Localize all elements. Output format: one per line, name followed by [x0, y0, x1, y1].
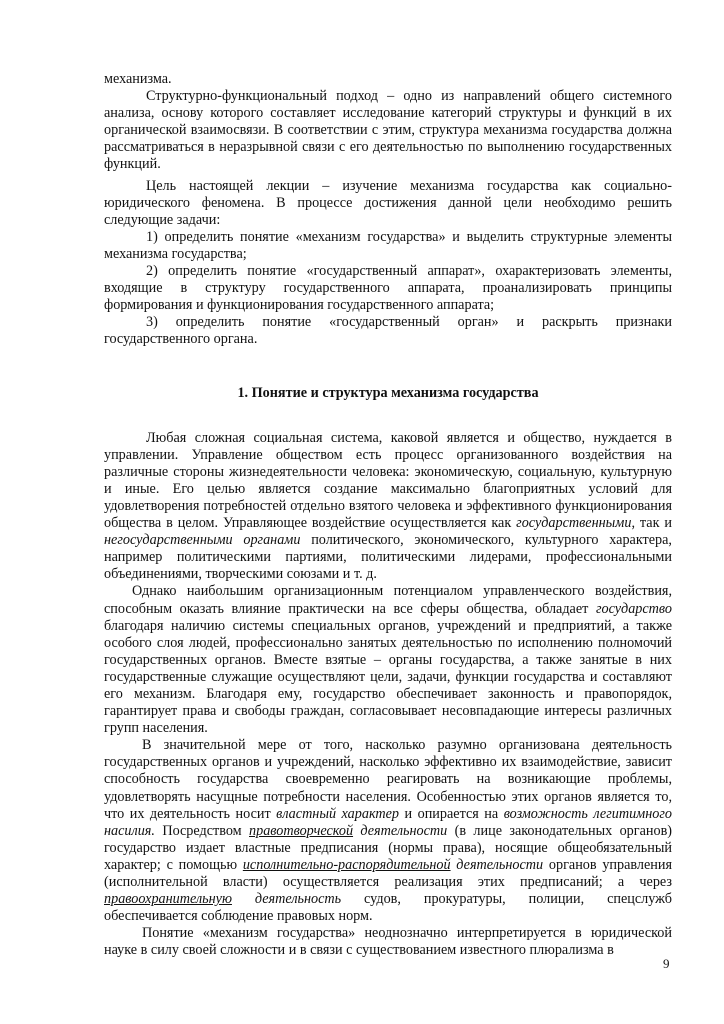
emphasis-state-organs: государственными	[516, 515, 632, 532]
emphasis-lawmaking: правотворческой	[249, 822, 354, 839]
emphasis-power-character: властный характер	[276, 805, 400, 822]
emphasis-non-state-organs: негосударственными органами	[104, 532, 301, 549]
task-item-3: 3) определить понятие «государственный орган» и раскрыть признаки государственного органа.	[104, 314, 672, 348]
emphasis-state: государство	[595, 600, 672, 617]
task-item-2: 2) определить понятие «государственный аппарат», охарактеризовать элементы, входящие в структуру государственного аппарата, проанализировать принципы формирования и функционирования государственного аппарата;	[104, 263, 672, 314]
section-heading: 1. Понятие и структура механизма государства	[237, 384, 539, 401]
paragraph-lecture-goal: Цель настоящей лекции – изучение механизма государства как социально-юридического феномена. В процессе достижения данной цели необходимо решить следующие задачи:	[104, 177, 672, 228]
emphasis-law-enforcement: правоохранительную	[104, 891, 232, 908]
paragraph-structural-approach: Структурно-функциональный подход – одно из направлений общего системного анализа, основу которого составляет исследование категорий структуры и функций в их органической взаимосвязи. В соответствии с этим, структура механизма государства должна рассматриваться в неразрывной связи с его деятельностью по выполнению государственных функций.	[104, 88, 672, 173]
task-item-1: 1) определить понятие «механизм государства» и выделить структурные элементы механизма государства;	[104, 228, 672, 262]
emphasis-executive: исполнительно-распорядительной	[242, 856, 451, 873]
paragraph-social-system: Любая сложная социальная система, каковой является и общество, нуждается в управлении. Управление обществом есть процесс организованного воздействия на различные стороны жизнедеятельности человека: экономическую, социальную, культурную и иные. Его целью является создание максимально благоприятных условий для удовлетворения потребностей отдельно взятого человека и эффективного функционирования общества в целом. Управляющее воздействие осуществляется как государственными, так и негосударственными органами политического, экономического, культурного характера, например политическими партиями, политическими лидерами, профессиональными объединениями, творческими союзами и т. д.	[104, 429, 672, 583]
paragraph-state-organs: В значительной мере от того, насколько разумно организована деятельность государственных органов и учреждений, насколько эффективно их взаимодействие, зависит способность государства своевременно реагировать на возникающие проблемы, удовлетворять насущные потребности населения. Особенностью этих органов является то, что их деятельность носит властный характер и опирается на возможность легитимного насилия. Посредством правотворческой деятельности (в лице законодательных органов) государство издает властные предписания (нормы права), носящие общеобязательный характер; с помощью исполнительно-распорядительной деятельности органов управления (исполнительной власти) осуществляется реализация этих предписаний; а через правоохранительную деятельность судов, прокуратуры, полиции, спецслужб обеспечивается соблюдение правовых норм.	[104, 737, 672, 925]
page-number: 9	[663, 956, 670, 971]
text-column	[104, 71, 672, 960]
paragraph-continuation: механизма.	[104, 71, 172, 87]
paragraph-mechanism-concept: Понятие «механизм государства» неоднозначно интерпретируется в юридической науке в силу своей сложности и в связи с существованием известного плюрализма в	[104, 925, 672, 959]
paragraph-state-potential: Однако наибольшим организационным потенциалом управленческого воздействия, способным оказать влияние практически на все сферы общества, обладает государство благодаря наличию системы специальных органов, учреждений и предприятий, а также особого слоя людей, профессионально занятых деятельностью по исполнению полномочий государственных органов. Вместе взятые – органы государства, а также занятые в них государственные служащие осуществляют цели, задачи, функции государства и составляют его механизм. Благодаря ему, государство обеспечивает законность и правопорядок, гарантирует права и свободы граждан, согласовывает несовпадающие интересы различных групп населения.	[104, 583, 672, 737]
emphasis-legitimate-violence: возможность легитимного насилия.	[104, 805, 672, 839]
